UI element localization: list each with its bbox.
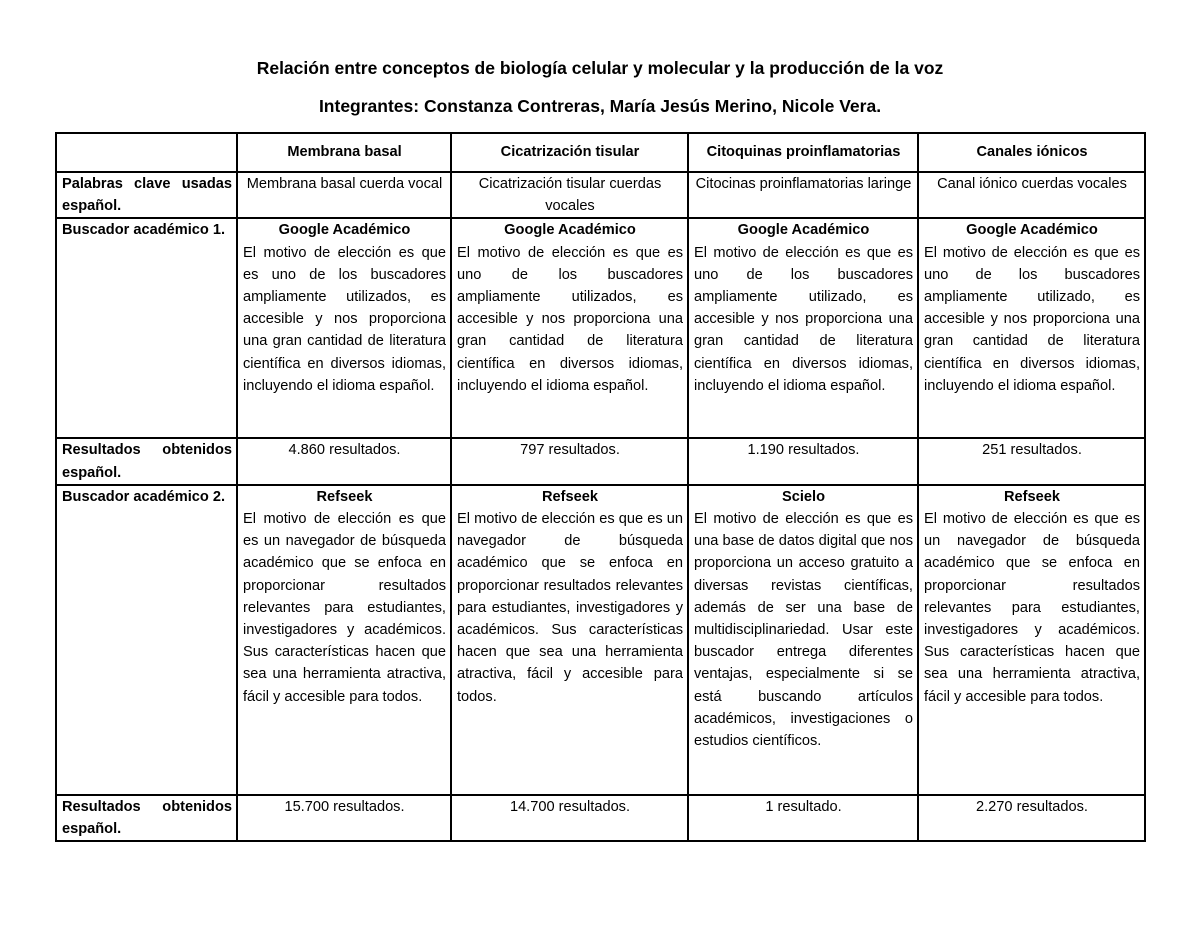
search-engine-reason: El motivo de elección es que es un navegador de búsqueda académico que se enfoca en proporcionar resultados relevantes para estudiantes, investigadores y académicos. Sus características hacen que sea una herramienta atractiva, fácil y accesible para todos. bbox=[457, 511, 683, 705]
search-engine-reason: El motivo de elección es que es uno de los buscadores ampliamente utilizados, es accesible y nos proporciona una gran cantidad de literatura científica en diversos idiomas, incluyendo el idioma español. bbox=[457, 244, 683, 394]
search-engine-reason: El motivo de elección es que es un navegador de búsqueda académico que se enfoca en proporcionar resultados relevantes para estudiantes, investigadores y académicos. Sus características hacen que sea una herramienta atractiva, fácil y accesible para todos. bbox=[924, 511, 1140, 705]
document-authors: Integrantes: Constanza Contreras, María Jesús Merino, Nicole Vera. bbox=[318, 96, 882, 116]
row-label: Resultados obtenidos español. bbox=[56, 795, 237, 841]
keyword-cell: Canal iónico cuerdas vocales bbox=[918, 172, 1145, 218]
search-engine-name: Google Académico bbox=[278, 222, 411, 239]
results-cell: 1.190 resultados. bbox=[688, 438, 918, 484]
results-cell: 2.270 resultados. bbox=[918, 795, 1145, 841]
row-label: Buscador académico 1. bbox=[56, 218, 237, 438]
search-engine-cell bbox=[237, 218, 451, 438]
table-row bbox=[56, 218, 1145, 438]
search-engine-cell bbox=[918, 485, 1145, 795]
table-header-row bbox=[56, 133, 1145, 172]
keyword-cell: Citocinas proinflamatorias laringe bbox=[688, 172, 918, 218]
row-label: Palabras clave usadas español. bbox=[56, 172, 237, 218]
search-engine-name: Refseek bbox=[542, 488, 598, 505]
results-cell: 4.860 resultados. bbox=[237, 438, 451, 484]
search-engine-reason: El motivo de elección es que es un navegador de búsqueda académico que se enfoca en proporcionar resultados relevantes para estudiantes, investigadores y académicos. Sus características hacen que sea una herramienta atractiva, fácil y accesible para todos. bbox=[243, 511, 446, 705]
search-engine-name: Refseek bbox=[316, 488, 373, 505]
search-engine-cell bbox=[688, 485, 918, 795]
table-row bbox=[56, 795, 1145, 841]
results-cell: 15.700 resultados. bbox=[237, 795, 451, 841]
column-header: Canales iónicos bbox=[918, 133, 1145, 172]
comparison-table bbox=[55, 132, 1146, 842]
search-engine-reason: El motivo de elección es que es uno de los buscadores ampliamente utilizado, es accesible y nos proporciona una gran cantidad de literatura científica en diversos idiomas, incluyendo el idioma español. bbox=[924, 244, 1140, 394]
search-engine-cell bbox=[688, 218, 918, 438]
search-engine-cell bbox=[918, 218, 1145, 438]
search-engine-reason: El motivo de elección es que es uno de los buscadores ampliamente utilizado, es accesible y nos proporciona una gran cantidad de literatura científica en diversos idiomas, incluyendo el idioma español. bbox=[694, 244, 913, 394]
column-header: Citoquinas proinflamatorias bbox=[688, 133, 918, 172]
document-title: Relación entre conceptos de biología celular y molecular y la producción de la voz bbox=[256, 58, 944, 78]
results-cell: 1 resultado. bbox=[688, 795, 918, 841]
table-row bbox=[56, 438, 1145, 484]
search-engine-name: Scielo bbox=[782, 488, 825, 505]
table-row bbox=[56, 485, 1145, 795]
search-engine-cell bbox=[451, 218, 688, 438]
column-header: Membrana basal bbox=[237, 133, 451, 172]
search-engine-name: Google Académico bbox=[504, 222, 636, 239]
search-engine-cell bbox=[451, 485, 688, 795]
header-corner-cell bbox=[56, 133, 237, 172]
column-header: Cicatrización tisular bbox=[451, 133, 688, 172]
search-engine-reason: El motivo de elección es que es una base de datos digital que nos proporciona un acceso gratuito a diversas revistas científicas, además de ser una base de multidisciplinariedad. Usar este buscador entrega diferentes ventajas, especialmente si se está buscando artículos académicos, investigaciones o estudios científicos. bbox=[694, 511, 913, 750]
results-cell: 251 resultados. bbox=[918, 438, 1145, 484]
search-engine-name: Google Académico bbox=[737, 222, 870, 239]
row-label: Buscador académico 2. bbox=[56, 485, 237, 795]
search-engine-name: Google Académico bbox=[966, 222, 1098, 239]
keyword-cell: Membrana basal cuerda vocal bbox=[237, 172, 451, 218]
table-row bbox=[56, 172, 1145, 218]
search-engine-name: Refseek bbox=[1004, 488, 1060, 505]
row-label: Resultados obtenidos español. bbox=[56, 438, 237, 484]
results-cell: 797 resultados. bbox=[451, 438, 688, 484]
search-engine-cell bbox=[237, 485, 451, 795]
search-engine-reason: El motivo de elección es que es uno de los buscadores ampliamente utilizados, es accesible y nos proporciona una gran cantidad de literatura científica en diversos idiomas, incluyendo el idioma español. bbox=[243, 244, 446, 394]
results-cell: 14.700 resultados. bbox=[451, 795, 688, 841]
keyword-cell: Cicatrización tisular cuerdas vocales bbox=[451, 172, 688, 218]
